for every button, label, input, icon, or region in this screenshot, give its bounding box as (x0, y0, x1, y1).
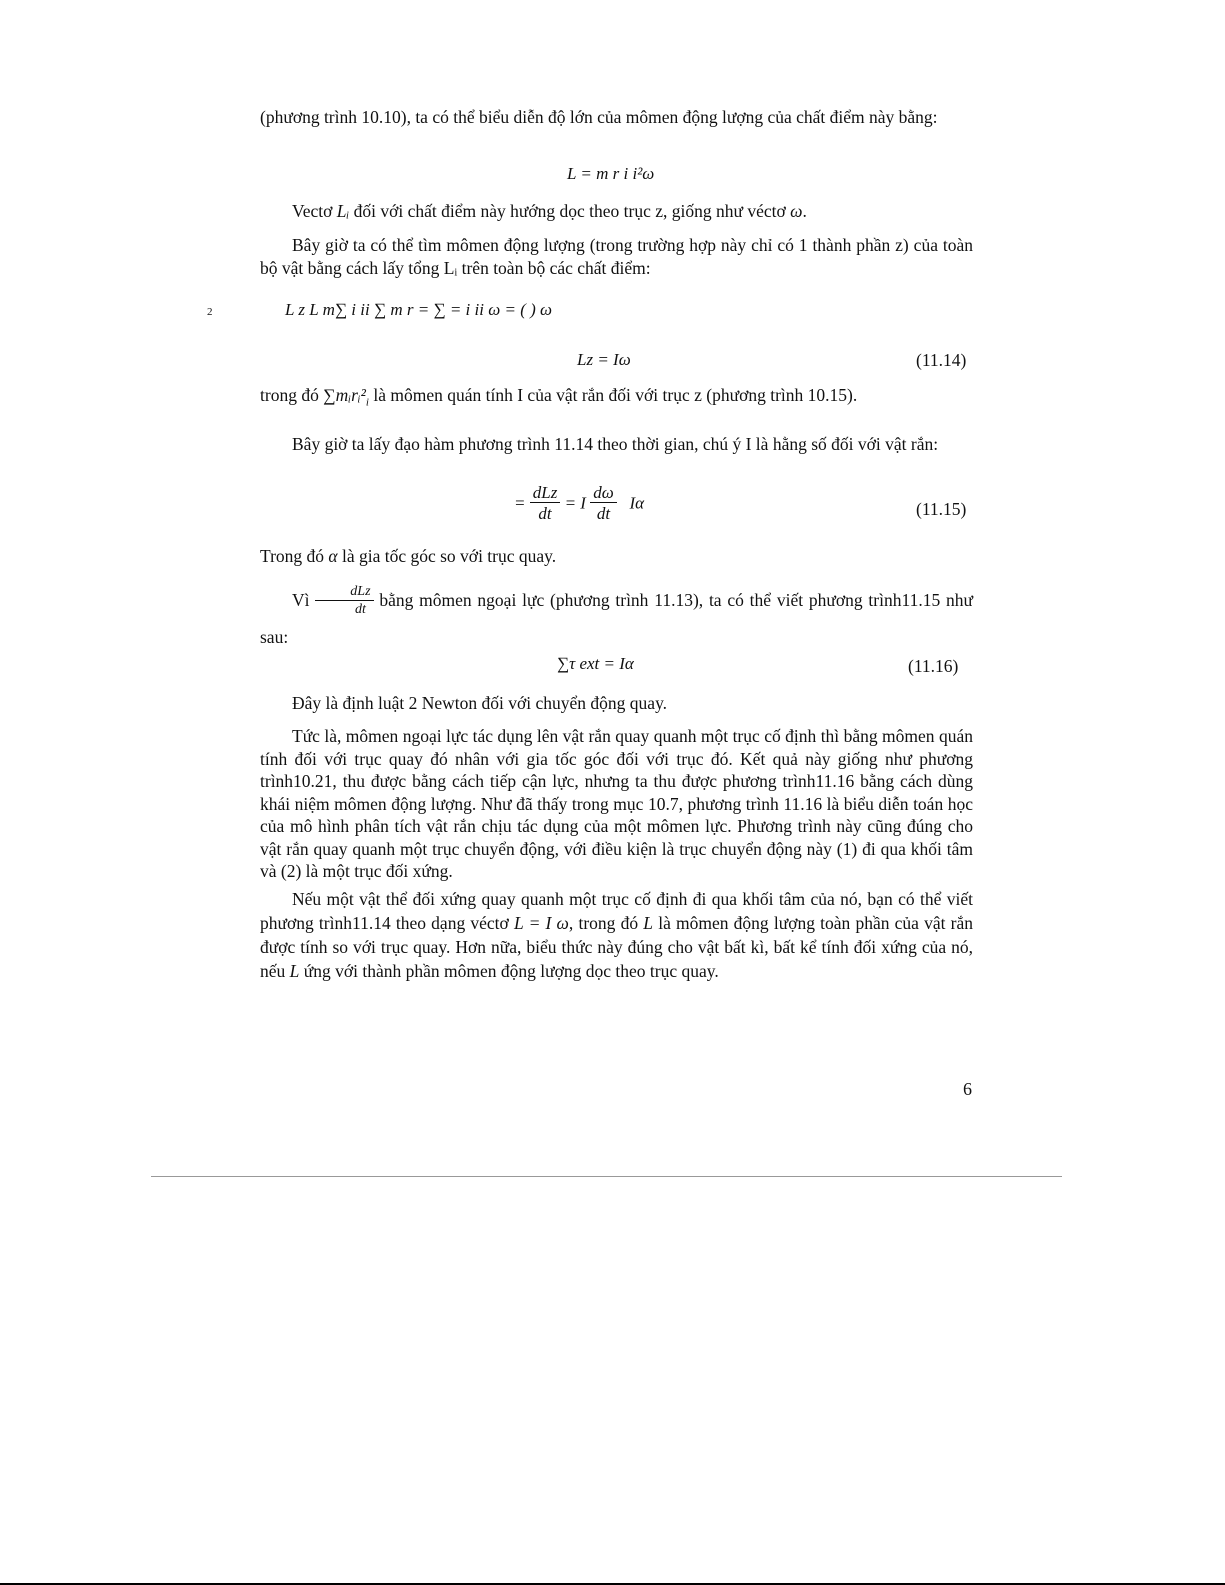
paragraph-inertia (260, 384, 973, 414)
fraction-dlz-dt (530, 484, 561, 525)
vector-form-a: Nếu một vật thể đối xứng quay quanh một trục cố định đi qua khối tâm của nó, bạn có thể viết phương trình11.14 theo dạng véctơ (260, 889, 973, 933)
equation-11-16-number: (11.16) (908, 656, 959, 676)
page-number: 6 (963, 1079, 972, 1099)
paragraph-newton: Đây là định luật 2 Newton đối với chuyển động quay. (292, 693, 668, 713)
eq-1115-middle: = I (564, 493, 586, 513)
equation-11-14: Lz = Iω (577, 350, 631, 369)
equation-11-15 (514, 484, 644, 525)
eq-1115-equals: = (514, 493, 526, 513)
alpha-prefix: Trong đó (260, 546, 325, 566)
vector-form-symbol: L = I ω (513, 913, 569, 933)
omega-symbol: ω (790, 201, 803, 221)
vector-li-symbol: Lᵢ (336, 201, 350, 221)
sum-index: i (365, 396, 369, 409)
equation-11-15-number: (11.15) (916, 499, 967, 519)
vector-form-c: là mômen động lượng toàn phần của vật rắn được tính so với trục quay. Hơn nữa, biểu thức này đúng cho vật bất kì, bất kể tính đối xứng của nó, nếu (260, 913, 973, 981)
vector-form-d: ứng với thành phần mômen động lượng dọc theo trục quay. (303, 961, 719, 981)
alpha-symbol: α (328, 546, 338, 566)
l-symbol: L (643, 913, 654, 933)
paragraph-vector-li: Vectơ Lᵢ đối với chất điểm này hướng dọc theo trục z, giống như véctơ ω. (292, 201, 807, 221)
eq-1115-end: Iα (629, 493, 645, 513)
l-symbol: L (289, 961, 300, 981)
alpha-text: là gia tốc góc so với trục quay. (341, 546, 557, 566)
fraction-numerator: dLz (315, 584, 373, 601)
vector-label: Vectơ (292, 201, 333, 221)
margin-mark: 2 (207, 306, 213, 318)
equation-11-14-number: (11.14) (916, 350, 967, 370)
paragraph-total-momentum: Bây giờ ta có thể tìm mômen động lượng (trong trường hợp này chỉ có 1 thành phần z) của toàn bộ vật bằng cách lấy tổng Lᵢ trên toàn bộ các chất điểm: (260, 235, 973, 278)
paragraph-alpha (260, 545, 973, 568)
equation-11-16: ∑τ ext = Iα (557, 654, 634, 673)
vector-text: đối với chất điểm này hướng dọc theo trục z, giống như véctơ (353, 201, 786, 221)
page-divider (151, 1176, 1062, 1177)
equation-sum: L z L m∑ i ii ∑ m r = ∑ = i ii ω = ( ) ω (285, 300, 553, 319)
sum-mr2-symbol (323, 385, 369, 409)
paragraph-torque (260, 582, 973, 655)
paragraph-derivative: Bây giờ ta lấy đạo hàm phương trình 11.14 theo thời gian, chú ý I là hằng số đối với vật rắn: (292, 434, 939, 454)
sum-mr2-text: ∑mᵢrᵢ² (323, 385, 366, 405)
fraction-numerator: dLz (530, 484, 561, 503)
fraction-dlz-dt-inline (315, 584, 373, 619)
inertia-text: là mômen quán tính I của vật rắn đối với trục z (phương trình 10.15). (373, 385, 858, 405)
paragraph-intro: (phương trình 10.10), ta có thể biểu diễn độ lớn của mômen động lượng của chất điểm này bằng: (260, 107, 938, 127)
fraction-denominator: dt (354, 602, 366, 618)
paragraph-explanation: Tức là, mômen ngoại lực tác dụng lên vật rắn quay quanh một trục cố định thì bằng mômen quán tính đối với trục quay đó nhân với gia tốc góc đối với trục đó. Kết quả này giống như phương trình10.21, thu được bằng cách tiếp cận lực, nhưng ta thu được phương trình11.16 bằng cách dùng khái niệm mômen động lượng. Như đã thấy trong mục 10.7, phương trình 11.16 là biểu diễn toán học của mô hình phân tích vật rắn chịu tác dụng của một mômen lực. Phương trình này cũng đúng cho vật rắn quay quanh một trục chuyển động, với điều kiện là trục chuyển động này (1) đi qua khối tâm và (2) là một trục đối xứng. (260, 726, 973, 881)
inertia-prefix: trong đó (260, 385, 319, 405)
fraction-domega-dt (590, 484, 617, 525)
torque-text: bằng mômen ngoại lực (phương trình 11.13), ta có thể viết phương trình11.15 như sau: (260, 590, 973, 648)
torque-prefix: Vì (292, 590, 310, 610)
fraction-numerator: dω (590, 484, 617, 503)
equation-li: L = m r i i²ω (567, 164, 655, 183)
vector-form-b: , trong đó (568, 913, 639, 933)
fraction-denominator: dt (596, 504, 611, 523)
paragraph-vector-form (260, 887, 973, 983)
fraction-denominator: dt (538, 504, 552, 523)
